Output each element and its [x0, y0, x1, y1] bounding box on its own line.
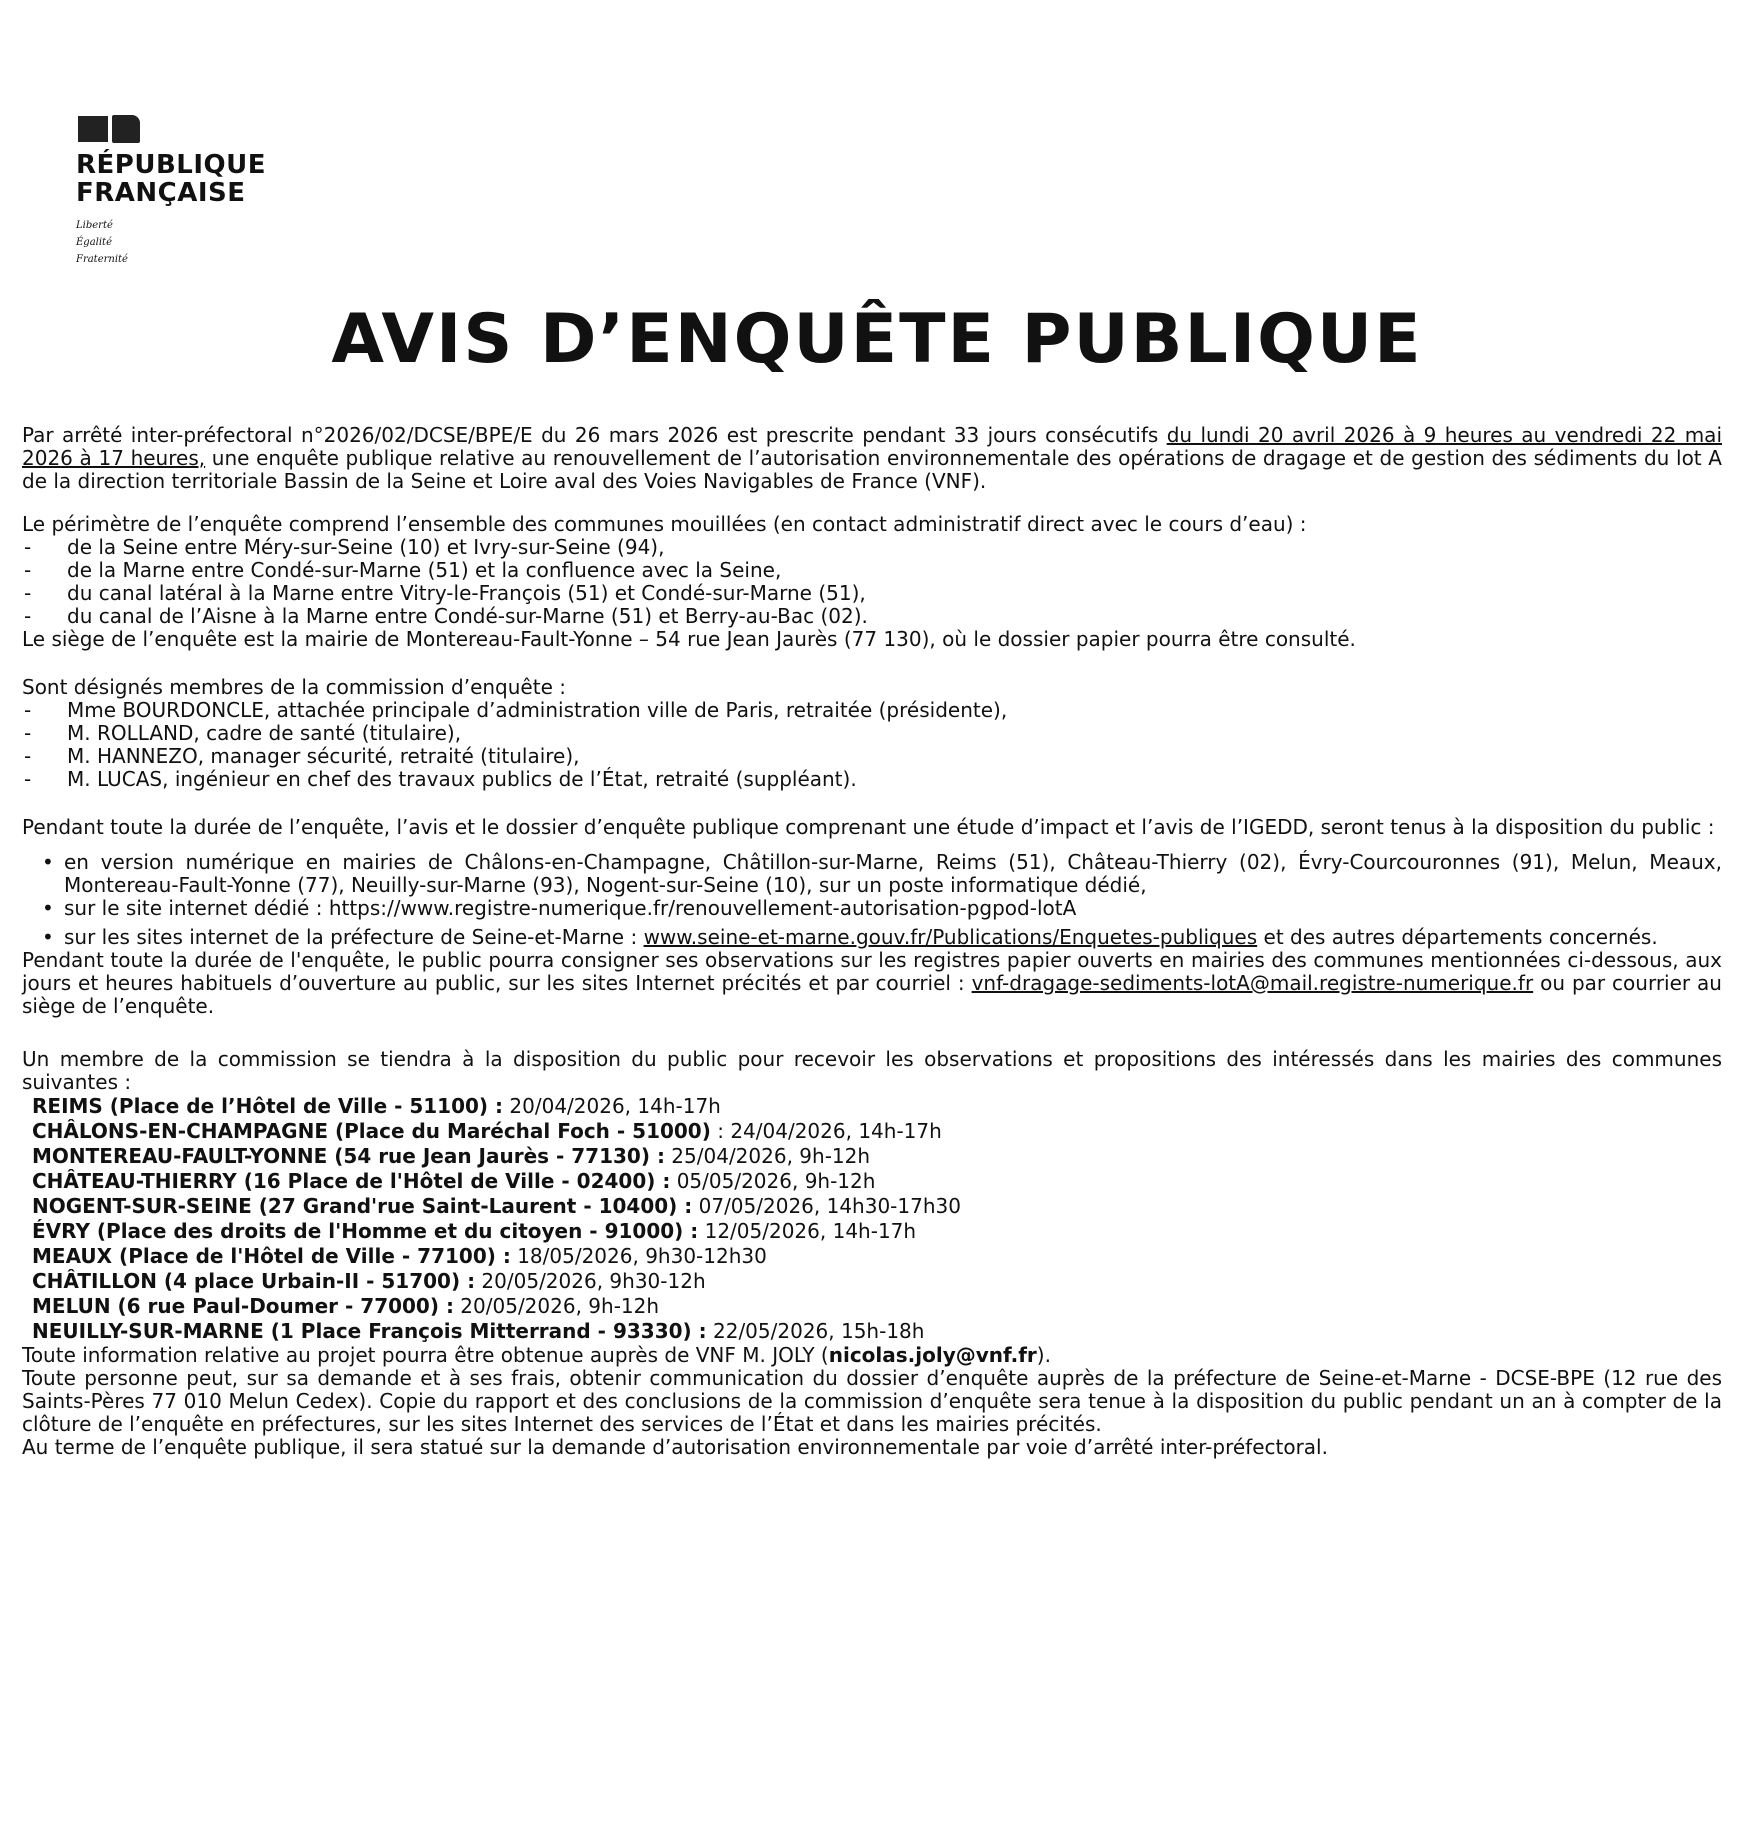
info-paragraph	[22, 1344, 1722, 1367]
prefecture-link[interactable]: www.seine-et-marne.gouv.fr/Publications/Enquetes-publiques	[643, 925, 1258, 949]
list-item	[32, 1094, 1722, 1119]
list-item: - M. ROLLAND, cadre de santé (titulaire),	[22, 722, 1722, 745]
logo-motto	[76, 217, 296, 268]
marianne-flag-icon	[78, 115, 296, 143]
observations-text: Pendant toute la durée de l'enquête, le public pourra consigner ses observations sur les registres papier ouverts en mairies des communes mentionnées ci-dessous, aux jours et heures habituels d’ouverture au public, sur les sites Internet précités et par courriel :	[22, 948, 1722, 995]
siege-paragraph: Le siège de l’enquête est la mairie de Montereau-Fault-Yonne – 54 rue Jean Jaurès (77 130), où le dossier papier pourra être consulté.	[22, 627, 1356, 651]
permanence-place: REIMS (Place de l’Hôtel de Ville - 51100) :	[32, 1094, 504, 1118]
perimeter-intro: Le périmètre de l’enquête comprend l’ensemble des communes mouillées (en contact administratif direct avec le cours d’eau) :	[22, 512, 1307, 536]
contact-email: nicolas.joly@vnf.fr	[828, 1343, 1037, 1367]
permanence-place: NEUILLY-SUR-MARNE (1 Place François Mitterrand - 93330) :	[32, 1319, 707, 1343]
permanences-intro: Un membre de la commission se tiendra à la disposition du public pour recevoir les observations et propositions des intéressés dans les mairies des communes suivantes :	[22, 1047, 1722, 1094]
commission-intro: Sont désignés membres de la commission d’enquête :	[22, 675, 566, 699]
permanence-date: 12/05/2026, 14h-17h	[698, 1219, 917, 1243]
observations-paragraph	[22, 949, 1722, 1018]
list-item: • en version numérique en mairies de Châlons-en-Champagne, Châtillon-sur-Marne, Reims (51), Château-Thierry (02), Évry-Courcouronnes (91), Melun, Meaux, Montereau-Fault-Yonne (77), Neuilly-sur-Marne (93), Nogent-sur-Seine (10), sur un poste informatique dédié,	[42, 851, 1722, 897]
list-item	[32, 1319, 1722, 1344]
observations-email-link[interactable]: vnf-dragage-sediments-lotA@mail.registre-numerique.fr	[971, 971, 1534, 995]
permanence-place: CHÂTILLON (4 place Urbain-II - 51700) :	[32, 1269, 476, 1293]
permanences-list	[32, 1094, 1722, 1344]
notice-body	[22, 424, 1722, 1459]
motto-liberte: Liberté	[76, 220, 113, 231]
list-item: - de la Seine entre Méry-sur-Seine (10) et Ivry-sur-Seine (94),	[22, 536, 1722, 559]
list-item	[32, 1169, 1722, 1194]
consultation-item3-text: sur les sites internet de la préfecture de Seine-et-Marne :	[64, 925, 644, 949]
info-text-end: ).	[1036, 1343, 1051, 1367]
list-item: - de la Marne entre Condé-sur-Marne (51) et la confluence avec la Seine,	[22, 559, 1722, 582]
list-item	[32, 1294, 1722, 1319]
permanence-date: : 24/04/2026, 14h-17h	[710, 1119, 942, 1143]
list-item	[32, 1269, 1722, 1294]
logo-name-line1: RÉPUBLIQUE	[76, 150, 266, 180]
list-item	[32, 1144, 1722, 1169]
permanence-date: 20/05/2026, 9h30-12h	[475, 1269, 706, 1293]
list-item: - M. HANNEZO, manager sécurité, retraité (titulaire),	[22, 745, 1722, 768]
permanence-place: MELUN (6 rue Paul-Doumer - 77000) :	[32, 1294, 454, 1318]
consultation-section	[22, 816, 1722, 949]
consultation-intro: Pendant toute la durée de l’enquête, l’avis et le dossier d’enquête publique comprenant une étude d’impact et l’avis de l’IGEDD, seront tenus à la disposition du public :	[22, 815, 1715, 839]
list-item: - du canal de l’Aisne à la Marne entre Condé-sur-Marne (51) et Berry-au-Bac (02).	[22, 605, 1722, 628]
list-item: - M. LUCAS, ingénieur en chef des travaux publics de l’État, retraité (suppléant).	[22, 768, 1722, 791]
republique-francaise-logo	[76, 115, 296, 268]
list-item	[32, 1219, 1722, 1244]
permanence-date: 20/05/2026, 9h-12h	[453, 1294, 660, 1318]
list-item	[42, 926, 1722, 949]
motto-fraternite: Fraternité	[76, 254, 128, 265]
permanence-date: 05/05/2026, 9h-12h	[670, 1169, 876, 1193]
permanence-date: 25/04/2026, 9h-12h	[664, 1144, 871, 1168]
perimeter-list	[22, 536, 1722, 628]
permanence-place: MEAUX (Place de l'Hôtel de Ville - 77100) :	[32, 1244, 511, 1268]
consultation-item3-end: et des autres départements concernés.	[1257, 925, 1658, 949]
list-item	[32, 1244, 1722, 1269]
list-item	[32, 1119, 1722, 1144]
perimeter-section	[22, 513, 1722, 628]
final-paragraph: Au terme de l’enquête publique, il sera statué sur la demande d’autorisation environnementale par voie d’arrêté inter-préfectoral.	[22, 1435, 1328, 1459]
permanence-place: NOGENT-SUR-SEINE (27 Grand'rue Saint-Laurent - 10400) :	[32, 1194, 693, 1218]
list-item: - Mme BOURDONCLE, attachée principale d’administration ville de Paris, retraitée (présidente),	[22, 699, 1722, 722]
permanence-date: 18/05/2026, 9h30-12h30	[510, 1244, 767, 1268]
intro-text: Par arrêté inter-préfectoral n°2026/02/DCSE/BPE/E du 26 mars 2026 est prescrite pendant 33 jours consécutifs	[22, 423, 1167, 447]
intro-paragraph	[22, 424, 1722, 493]
logo-name-line2: FRANÇAISE	[76, 178, 246, 208]
permanence-place: ÉVRY (Place des droits de l'Homme et du citoyen - 91000) :	[32, 1219, 699, 1243]
permanences-section	[22, 1048, 1722, 1344]
logo-name	[76, 151, 296, 207]
commission-list	[22, 699, 1722, 791]
list-item: • sur le site internet dédié : https://www.registre-numerique.fr/renouvellement-autorisation-pgpod-lotA	[42, 897, 1722, 920]
permanence-place: CHÂTEAU-THIERRY (16 Place de l'Hôtel de Ville - 02400) :	[32, 1169, 671, 1193]
list-item: - du canal latéral à la Marne entre Vitry-le-François (51) et Condé-sur-Marne (51),	[22, 582, 1722, 605]
permanence-date: 20/04/2026, 14h-17h	[503, 1094, 721, 1118]
intro-text-end: une enquête publique relative au renouvellement de l’autorisation environnementale des opérations de dragage et de gestion des sédiments du lot A de la direction territoriale Bassin de la Seine et Loire aval des Voies Navigables de France (VNF).	[22, 446, 1722, 493]
permanence-place: CHÂLONS-EN-CHAMPAGNE (Place du Maréchal Foch - 51000)	[32, 1119, 711, 1143]
commission-section	[22, 676, 1722, 791]
page-title: AVIS D’ENQUÊTE PUBLIQUE	[331, 300, 1423, 379]
permanence-date: 07/05/2026, 14h30-17h30	[692, 1194, 961, 1218]
info-text: Toute information relative au projet pourra être obtenue auprès de VNF M. JOLY (	[22, 1343, 829, 1367]
intro-dates: du lundi 20 avril 2026 à 9 heures au vendredi 22 mai 2026 à 17 heures,	[22, 423, 1722, 470]
list-item	[32, 1194, 1722, 1219]
permanence-date: 22/05/2026, 15h-18h	[706, 1319, 925, 1343]
observations-text-end: ou par courrier au siège de l’enquête.	[22, 971, 1722, 1018]
permanence-place: MONTEREAU-FAULT-YONNE (54 rue Jean Jaurès - 77130) :	[32, 1144, 665, 1168]
consultation-list	[22, 851, 1722, 949]
motto-egalite: Égalité	[76, 237, 112, 248]
closing-paragraph: Toute personne peut, sur sa demande et à ses frais, obtenir communication du dossier d’enquête auprès de la préfecture de Seine-et-Marne - DCSE-BPE (12 rue des Saints-Pères 77 010 Melun Cedex). Copie du rapport et des conclusions de la commission d’enquête sera tenue à la disposition du public pendant un an à compter de la clôture de l’enquête en préfectures, sur les sites Internet des services de l’État et dans les mairies précités.	[22, 1366, 1722, 1436]
